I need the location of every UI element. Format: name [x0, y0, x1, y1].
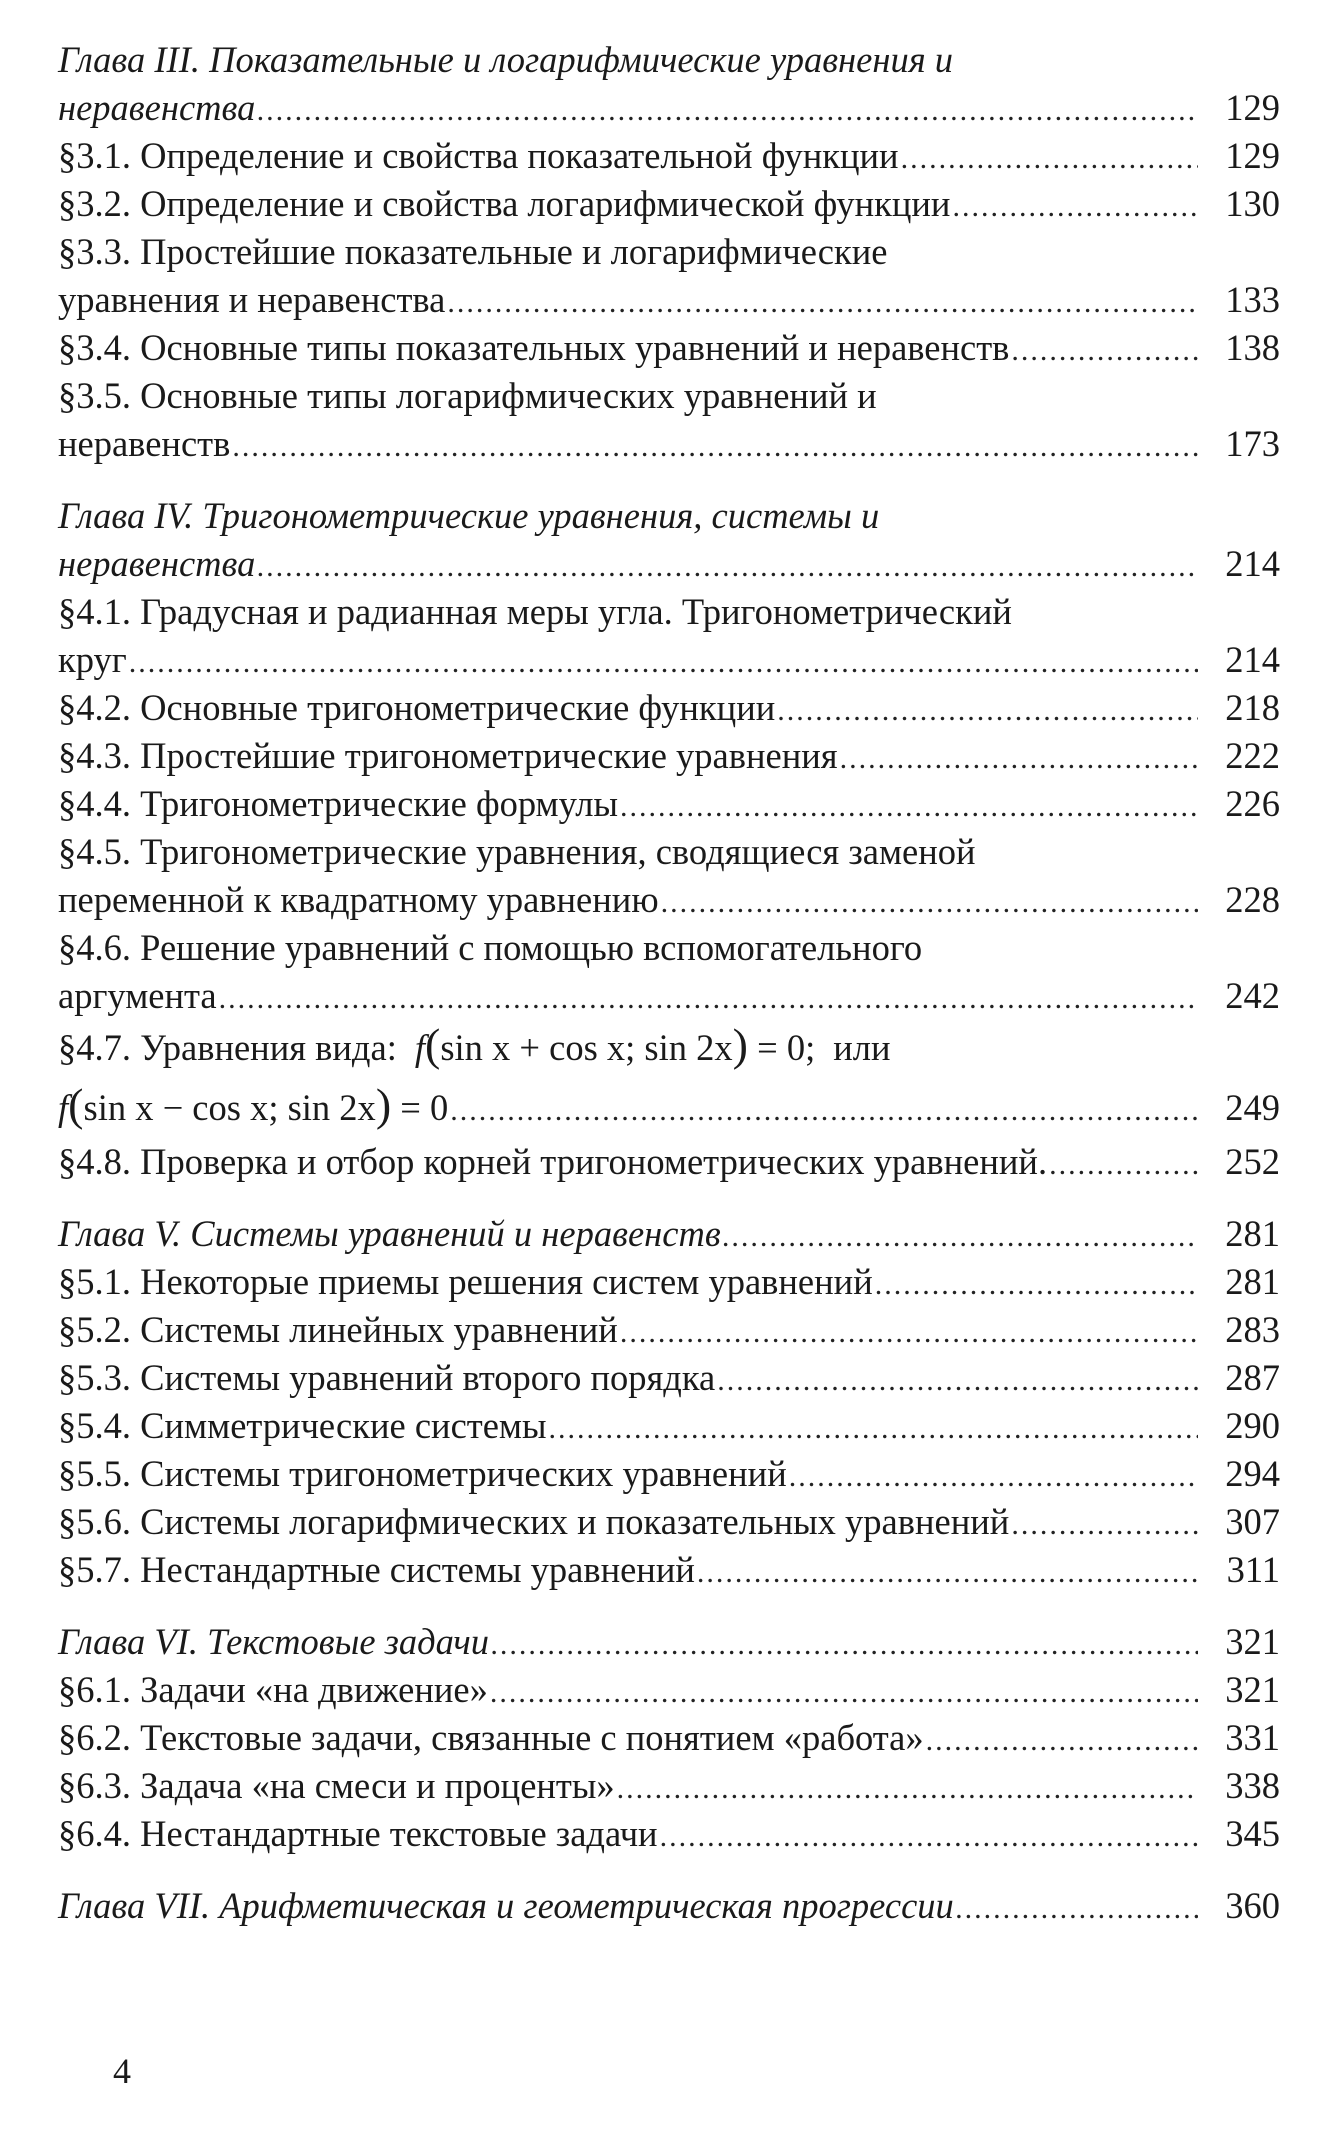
page-number: 290 [1225, 1405, 1280, 1446]
section-6-1 [58, 1666, 1280, 1714]
leader-dots [715, 1357, 1198, 1405]
section-3-2 [58, 180, 1280, 228]
section-4-3 [58, 732, 1280, 780]
page-number: 214 [1225, 543, 1280, 584]
section-title: §5.5. Системы тригонометрических уравнений [58, 1453, 787, 1494]
formula-function: f [414, 1027, 425, 1068]
section-title: §3.2. Определение и свойства логарифмической функции [58, 183, 951, 224]
chapter-3-entry [58, 84, 1280, 132]
page-number: 321 [1225, 1621, 1280, 1662]
page-number: 311 [1226, 1549, 1280, 1590]
leader-dots [954, 1885, 1198, 1933]
section-4-1 [58, 636, 1280, 684]
paren-open: ( [425, 1019, 441, 1070]
section-3-3-line1 [58, 228, 1280, 276]
section-5-6 [58, 1498, 1280, 1546]
leader-dots [838, 735, 1198, 783]
leader-dots [1009, 327, 1198, 375]
leader-dots [1009, 1501, 1198, 1549]
section-title: §5.4. Симметрические системы [58, 1405, 547, 1446]
page-number: 338 [1225, 1765, 1280, 1806]
leader-dots [695, 1549, 1198, 1597]
section-title: §4.5. Тригонометрические уравнения, сводящиеся заменой [58, 831, 976, 872]
formula-connector: или [833, 1027, 891, 1068]
page-number: 331 [1225, 1717, 1280, 1758]
section-6-2 [58, 1714, 1280, 1762]
section-title-cont: уравнения и неравенства [58, 279, 446, 320]
section-3-4 [58, 324, 1280, 372]
leader-dots [873, 1261, 1198, 1309]
section-title: §4.2. Основные тригонометрические функции [58, 687, 776, 728]
leader-dots [618, 1309, 1198, 1357]
formula-eq: = 0 [400, 1087, 449, 1128]
leader-dots [547, 1405, 1198, 1453]
chapter-7-title: Глава VII. Арифметическая и геометрическая прогрессии [58, 1885, 954, 1926]
section-4-7 [58, 1078, 1280, 1138]
leader-dots [1047, 1141, 1198, 1189]
section-4-5-line1 [58, 828, 1280, 876]
page-number: 214 [1225, 639, 1280, 680]
section-title: §5.6. Системы логарифмических и показательных уравнений [58, 1501, 1010, 1542]
section-title: §5.2. Системы линейных уравнений [58, 1309, 618, 1350]
leader-dots [127, 639, 1198, 687]
table-of-contents [58, 36, 1280, 1930]
section-4-6-line1 [58, 924, 1280, 972]
page-number: 133 [1225, 279, 1280, 320]
section-title: §6.3. Задача «на смеси и проценты» [58, 1765, 615, 1806]
section-title: §4.8. Проверка и отбор корней тригонометрических уравнений. [58, 1141, 1048, 1182]
leader-dots [775, 687, 1198, 735]
leader-dots [899, 135, 1198, 183]
section-5-1 [58, 1258, 1280, 1306]
leader-dots [950, 183, 1198, 231]
page-number: 218 [1225, 687, 1280, 728]
page-number: 345 [1225, 1813, 1280, 1854]
leader-dots [445, 279, 1198, 327]
formula-eq: = 0; [757, 1027, 816, 1068]
formula-inner: sin x − cos x; sin 2x [83, 1087, 376, 1128]
page-number: 294 [1225, 1453, 1280, 1494]
leader-dots [615, 1765, 1198, 1813]
chapter-7-entry [58, 1882, 1280, 1930]
section-title-cont: переменной к квадратному уравнению [58, 879, 659, 920]
page-number: 321 [1225, 1669, 1280, 1710]
section-title: §5.7. Нестандартные системы уравнений [58, 1549, 695, 1590]
section-title: §4.1. Градусная и радианная меры угла. Тригонометрический [58, 591, 1012, 632]
section-title: §6.4. Нестандартные текстовые задачи [58, 1813, 658, 1854]
page-number: 249 [1225, 1087, 1280, 1128]
chapter-5-entry [58, 1210, 1280, 1258]
page-number: 226 [1225, 783, 1280, 824]
section-3-3 [58, 276, 1280, 324]
section-title: §5.1. Некоторые приемы решения систем уравнений [58, 1261, 873, 1302]
page-number: 281 [1225, 1261, 1280, 1302]
page-number: 138 [1225, 327, 1280, 368]
section-title: §4.6. Решение уравнений с помощью вспомогательного [58, 927, 923, 968]
section-4-1-line1 [58, 588, 1280, 636]
formula-inner: sin x + cos x; sin 2x [440, 1027, 733, 1068]
leader-dots [488, 1669, 1198, 1717]
section-3-5 [58, 420, 1280, 468]
chapter-6-entry [58, 1618, 1280, 1666]
formula-2 [58, 1078, 448, 1138]
section-title: §4.7. Уравнения вида: [58, 1027, 397, 1068]
formula-1 [415, 1020, 815, 1076]
formula-function: f [58, 1087, 69, 1128]
page-number: 130 [1225, 183, 1280, 224]
section-title: §4.3. Простейшие тригонометрические уравнения [58, 735, 838, 776]
page-number: 281 [1225, 1213, 1280, 1254]
leader-dots [618, 783, 1198, 831]
section-3-1 [58, 132, 1280, 180]
chapter-3-title-line1 [58, 36, 1280, 84]
spacer [58, 468, 1280, 492]
page-number: 228 [1225, 879, 1280, 920]
spacer [58, 1594, 1280, 1618]
leader-dots [659, 879, 1198, 927]
page-number: 129 [1225, 87, 1280, 128]
leader-dots [787, 1453, 1198, 1501]
chapter-4-title-cont: неравенства [58, 543, 256, 584]
section-6-3 [58, 1762, 1280, 1810]
section-4-4 [58, 780, 1280, 828]
section-4-2 [58, 684, 1280, 732]
chapter-3-title-cont: неравенства [58, 87, 256, 128]
paren-close: ) [732, 1019, 748, 1070]
paren-open: ( [68, 1079, 84, 1130]
page-number: 252 [1225, 1141, 1280, 1182]
leader-dots [489, 1621, 1198, 1669]
section-6-4 [58, 1810, 1280, 1858]
chapter-4-entry [58, 540, 1280, 588]
section-5-4 [58, 1402, 1280, 1450]
section-title-cont: неравенств [58, 423, 231, 464]
section-5-5 [58, 1450, 1280, 1498]
leader-dots [658, 1813, 1198, 1861]
spacer [58, 1858, 1280, 1882]
chapter-3-title: Глава III. Показательные и логарифмические уравнения и [58, 39, 954, 80]
page-number: 287 [1225, 1357, 1280, 1398]
spacer [58, 1186, 1280, 1210]
leader-dots [255, 87, 1198, 135]
page-number: 307 [1225, 1501, 1280, 1542]
page-number: 222 [1225, 735, 1280, 776]
leader-dots [255, 543, 1198, 591]
page-number: 129 [1225, 135, 1280, 176]
page-folio: 4 [113, 2051, 131, 2091]
chapter-5-title: Глава V. Системы уравнений и неравенств [58, 1213, 721, 1254]
page-number: 242 [1225, 975, 1280, 1016]
leader-dots [217, 975, 1198, 1023]
section-title: §6.2. Текстовые задачи, связанные с понятием «работа» [58, 1717, 924, 1758]
section-5-2 [58, 1306, 1280, 1354]
leader-dots [230, 423, 1198, 471]
section-title: §5.3. Системы уравнений второго порядка [58, 1357, 716, 1398]
section-title: §3.4. Основные типы показательных уравнений и неравенств [58, 327, 1010, 368]
section-title: §3.1. Определение и свойства показательной функции [58, 135, 899, 176]
section-title-cont: круг [58, 639, 127, 680]
section-4-5 [58, 876, 1280, 924]
section-3-5-line1 [58, 372, 1280, 420]
page-number: 283 [1225, 1309, 1280, 1350]
page-number: 173 [1225, 423, 1280, 464]
chapter-4-title-line1 [58, 492, 1280, 540]
chapter-6-title: Глава VI. Текстовые задачи [58, 1621, 490, 1662]
section-title: §6.1. Задачи «на движение» [58, 1669, 488, 1710]
leader-dots [448, 1081, 1198, 1141]
section-5-3 [58, 1354, 1280, 1402]
page-number: 360 [1225, 1885, 1280, 1926]
section-4-8 [58, 1138, 1280, 1186]
chapter-4-title: Глава IV. Тригонометрические уравнения, системы и [58, 495, 880, 536]
section-4-6 [58, 972, 1280, 1020]
section-title: §4.4. Тригонометрические формулы [58, 783, 619, 824]
leader-dots [924, 1717, 1198, 1765]
section-title: §3.3. Простейшие показательные и логарифмические [58, 231, 888, 272]
section-title: §3.5. Основные типы логарифмических уравнений и [58, 375, 877, 416]
section-4-7-line1 [58, 1020, 1280, 1078]
paren-close: ) [375, 1079, 392, 1130]
leader-dots [721, 1213, 1198, 1261]
section-title-cont: аргумента [58, 975, 217, 1016]
section-5-7 [58, 1546, 1280, 1594]
